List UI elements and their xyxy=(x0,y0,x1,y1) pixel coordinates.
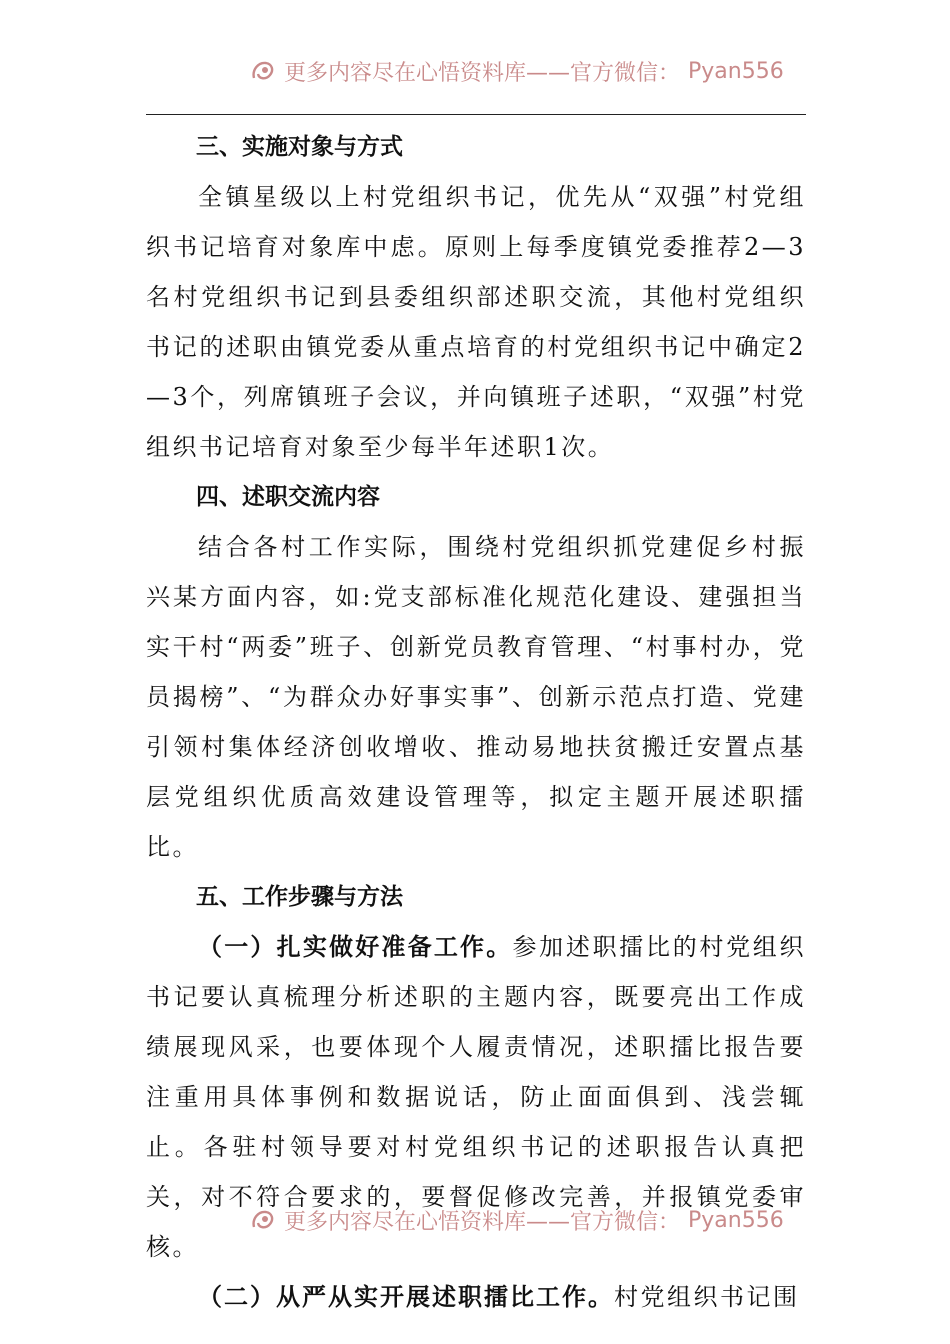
section-heading-implementation: 三、实施对象与方式 xyxy=(196,134,403,160)
watermark-header xyxy=(250,54,784,88)
paragraph-step-2 xyxy=(146,1272,806,1322)
document-body xyxy=(146,122,806,1322)
watermark-text: 更多内容尽在心悟资料库——官方微信： xyxy=(284,60,681,86)
section-heading-steps: 五、工作步骤与方法 xyxy=(196,884,403,910)
watermark-footer xyxy=(250,1203,784,1237)
watermark-logo-icon xyxy=(250,1207,276,1233)
watermark-logo-icon xyxy=(250,58,276,84)
step-2-text: 村党组织书记围 xyxy=(614,1283,800,1311)
paragraph-implementation: 全镇星级以上村党组织书记，优先从“双强”村党组织书记培育对象库中虑。原则上每季度镇党委推荐2—3名村党组织书记到县委组织部述职交流，其他村党组织书记的述职由镇党委从重点培育的村党组织书记中确定2—3个，列席镇班子会议，并向镇班子述职，“双强”村党组织书记培育对象至少每半年述职1次。 xyxy=(146,183,806,461)
header-rule xyxy=(146,114,806,115)
step-2-lead: （二）从严从实开展述职擂比工作。 xyxy=(198,1283,614,1311)
watermark-handle: Pyan556 xyxy=(688,58,784,84)
watermark-text: 更多内容尽在心悟资料库——官方微信： xyxy=(284,1209,681,1235)
paragraph-content: 结合各村工作实际，围绕村党组织抓党建促乡村振兴某方面内容，如:党支部标准化规范化建设、建强担当实干村“两委”班子、创新党员教育管理、“村事村办，党员揭榜”、“为群众办好事实事”、创新示范点打造、党建引领村集体经济创收增收、推动易地扶贫搬迁安置点基层党组织优质高效建设管理等，拟定主题开展述职擂比。 xyxy=(146,533,806,861)
section-heading-content: 四、述职交流内容 xyxy=(196,484,380,510)
step-1-text: 参加述职擂比的村党组织书记要认真梳理分析述职的主题内容，既要亮出工作成绩展现风采，也要体现个人履责情况，述职擂比报告要注重用具体事例和数据说话，防止面面俱到、浅尝辄止。各驻村领导要对村党组织书记的述职报告认真把关，对不符合要求的，要督促修改完善，并报镇党委审核。 xyxy=(146,933,807,1261)
watermark-handle: Pyan556 xyxy=(688,1207,784,1233)
step-1-lead: （一）扎实做好准备工作。 xyxy=(198,933,513,961)
